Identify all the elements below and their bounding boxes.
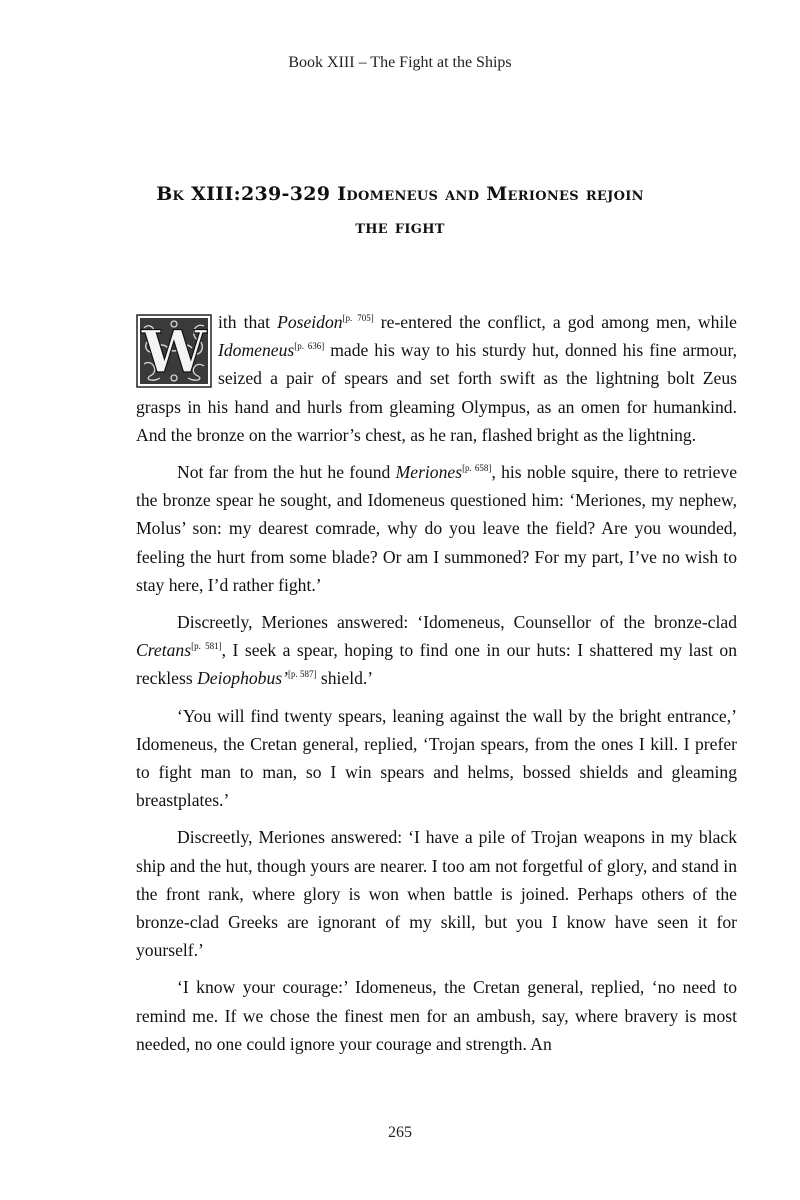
ref-poseidon[interactable]: [p. 705] bbox=[342, 313, 374, 324]
running-head: Book XIII – The Fight at the Ships bbox=[288, 54, 512, 71]
p3-text-2: , I seek a spear, hoping to find one in our huts: I shattered my last on reckless bbox=[136, 640, 737, 689]
p1-text-1: ith that bbox=[218, 312, 278, 332]
chapter-title-line-2: the fight bbox=[355, 216, 445, 238]
link-deiophobus[interactable]: Deiophobus’ bbox=[197, 668, 288, 689]
ref-cretans[interactable]: [p. 581] bbox=[191, 641, 222, 652]
p3-text-1: Discreetly, Meriones answered: ‘Idomeneus, Counsellor of the bronze-clad bbox=[177, 612, 737, 633]
chapter-title-line-1: Bk XIII:239-329 Idomeneus and Meriones rejoin bbox=[156, 183, 644, 205]
ref-deiophobus[interactable]: [p. 587] bbox=[287, 669, 317, 680]
paragraph-1 bbox=[136, 308, 737, 449]
paragraph-3 bbox=[136, 608, 737, 693]
dropcap-ornament-icon bbox=[136, 314, 212, 388]
ref-idomeneus[interactable]: [p. 636] bbox=[294, 341, 325, 352]
paragraph-5: Discreetly, Meriones answered: ‘I have a pile of Trojan weapons in my black ship and the hut, though yours are nearer. I too am not forgetful of glory, and stand in the front rank, where glory is won when battle is joined. Perhaps others of the bronze-clad Greeks are ignorant of my skill, but you I know have seen it for yourself.’ bbox=[136, 827, 737, 961]
page-number: 265 bbox=[388, 1124, 412, 1141]
ornamental-dropcap bbox=[136, 314, 212, 388]
link-idomeneus[interactable]: Idomeneus bbox=[218, 340, 295, 361]
p2-text-2: , his noble squire, there to retrieve the bronze spear he sought, and Idomeneus questioned him: ‘Meriones, my nephew, Molus’ son: my dearest comrade, why do you leave the field? Are you wounded, feeling the hurt from some blade? Or am I summoned? For my part, I’ve no wish to stay here, I’d rather fight.’ bbox=[136, 462, 738, 595]
p1-text-2: re-entered the conflict, a god among men, while bbox=[373, 312, 737, 332]
body-text bbox=[136, 308, 737, 1067]
p1-text-3: made his way to his sturdy hut, donned his fine armour, seized a pair of spears and set forth swift as the lightning bolt Zeus grasps in his hand and hurls from gleaming Olympus, as an omen for humankind. And the bronze on the warrior’s chest, as he ran, flashed bright as the lightning. bbox=[136, 340, 737, 445]
p3-text-3: shield.’ bbox=[316, 668, 374, 689]
ref-meriones[interactable]: [p. 658] bbox=[462, 463, 492, 474]
chapter-title bbox=[100, 178, 700, 244]
p2-text-1: Not far from the hut he found bbox=[177, 462, 396, 483]
paragraph-6: ‘I know your courage:’ Idomeneus, the Cretan general, replied, ‘no need to remind me. If we chose the finest men for an ambush, say, where bravery is most needed, no one could ignore your courage and strength. An bbox=[136, 977, 737, 1054]
link-poseidon[interactable]: Poseidon bbox=[277, 312, 343, 332]
paragraph-4: ‘You will find twenty spears, leaning against the wall by the bright entrance,’ Idomeneus, the Cretan general, replied, ‘Trojan spears, from the ones I kill. I prefer to fight man to man, so I win spears and helms, bossed shields and gleaming breastplates.’ bbox=[136, 705, 737, 811]
link-cretans[interactable]: Cretans bbox=[136, 640, 192, 661]
paragraph-2 bbox=[136, 458, 737, 599]
svg-text:W: W bbox=[141, 318, 207, 386]
link-meriones[interactable]: Meriones bbox=[395, 462, 463, 483]
